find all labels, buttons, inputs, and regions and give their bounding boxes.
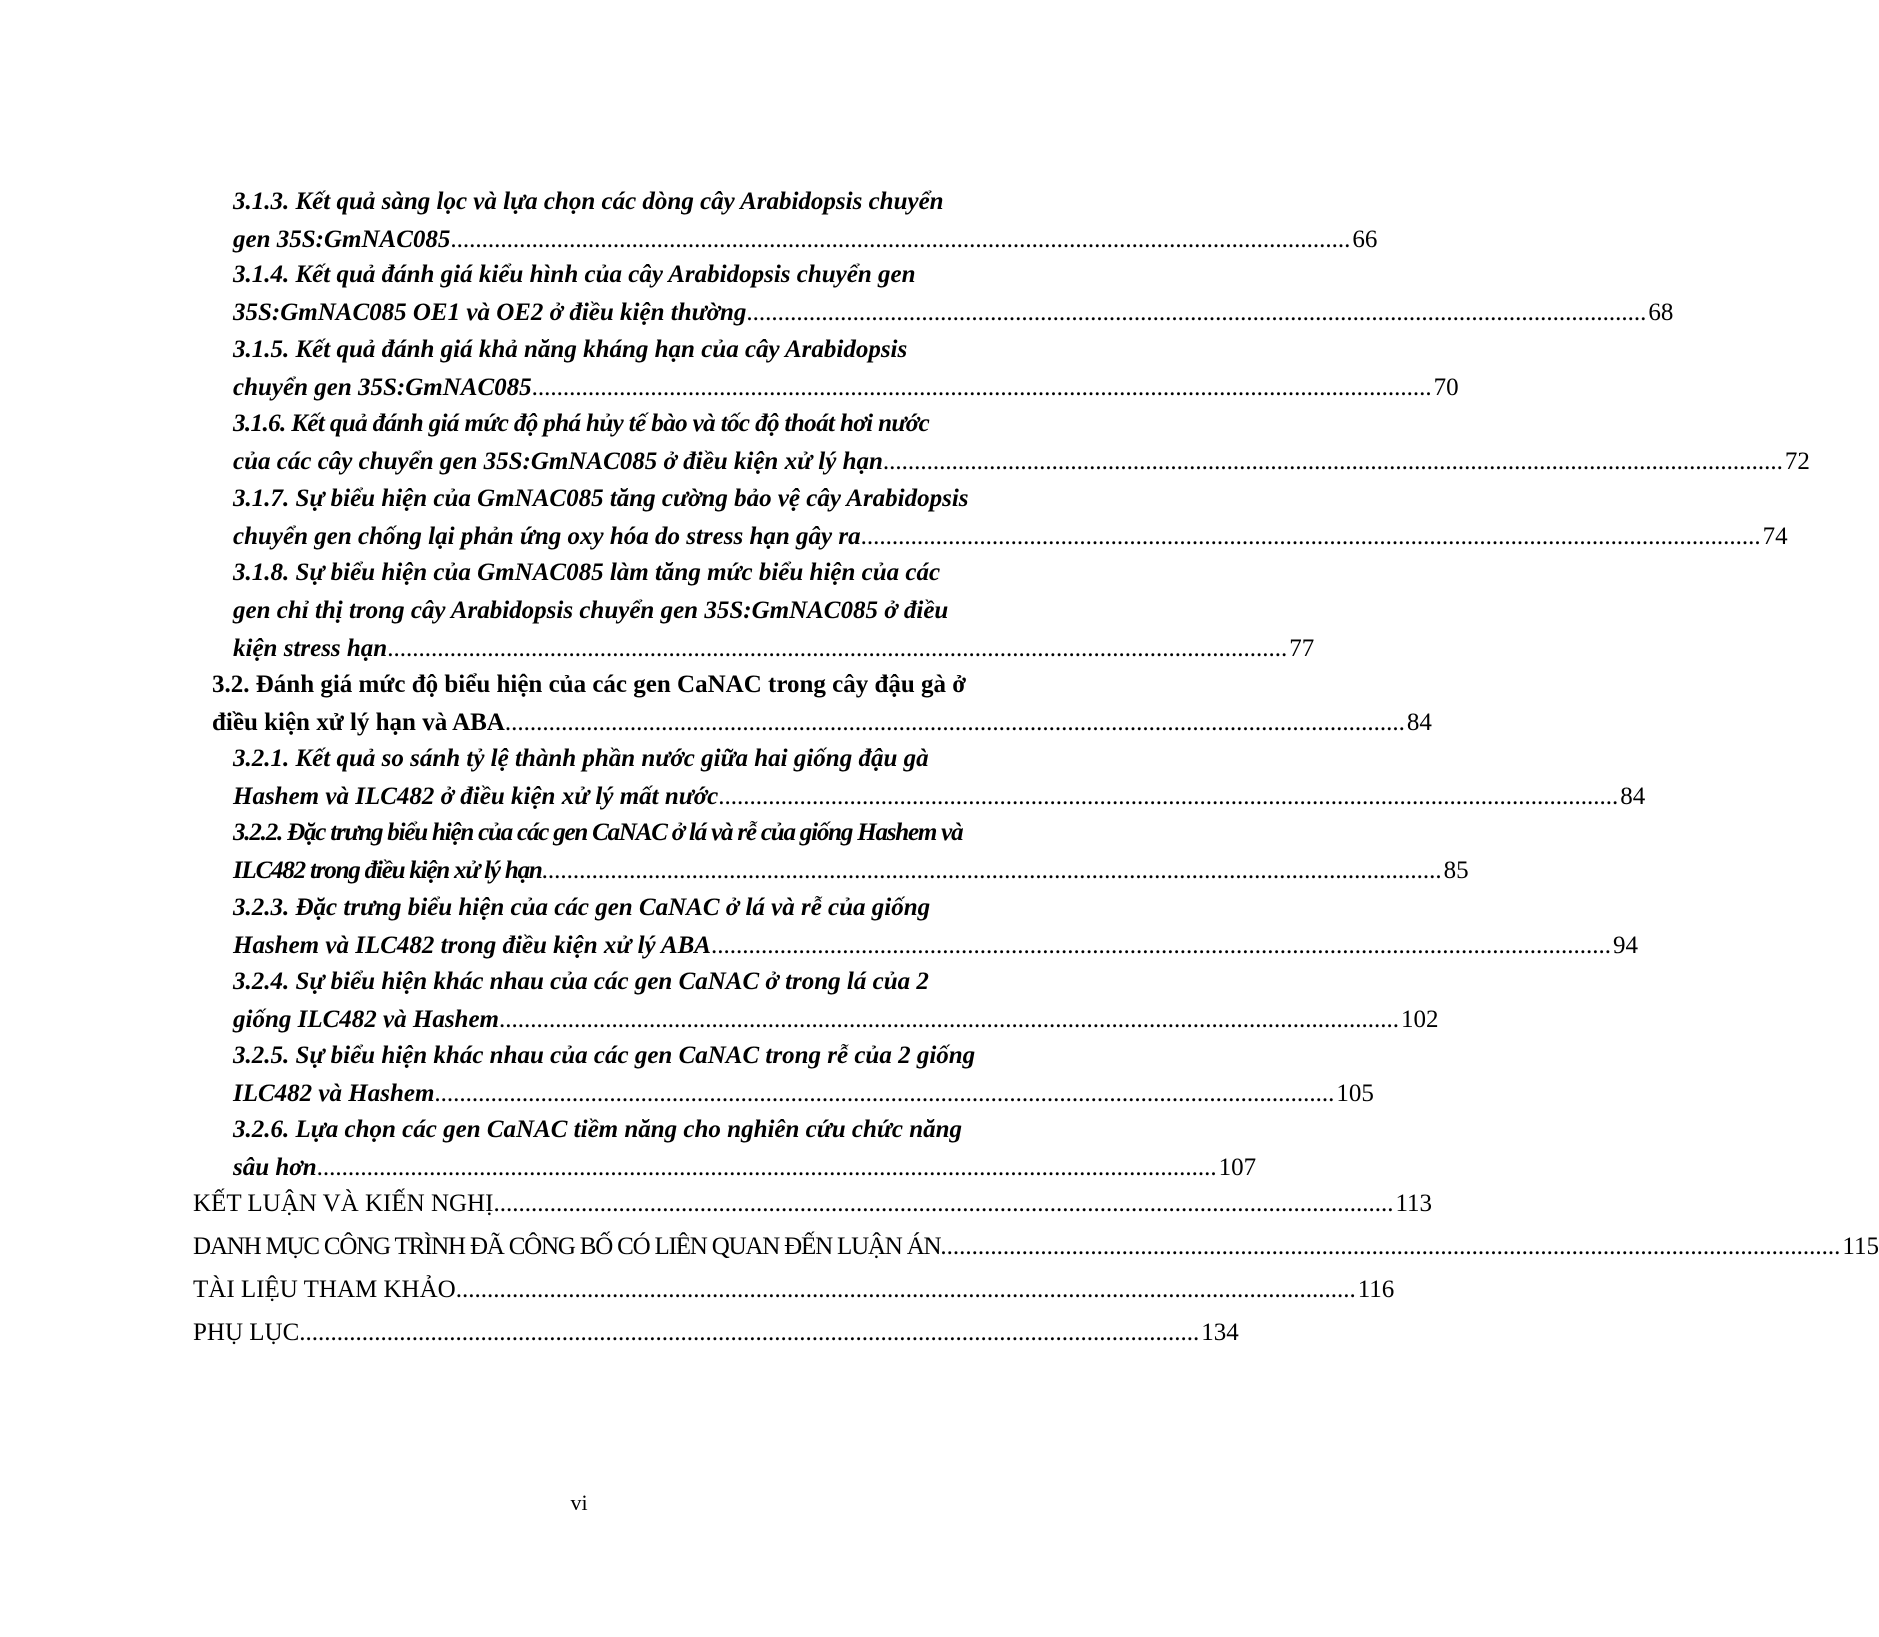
toc-entry-line: Hashem và ILC482 ở điều kiện xử lý mất nước bbox=[233, 783, 719, 810]
toc-entry-line: sâu hơn bbox=[233, 1154, 317, 1181]
toc-entry-3-1-8[interactable] bbox=[233, 554, 1315, 668]
toc-page-number: 115 bbox=[1842, 1233, 1879, 1260]
toc-entry-line: ILC482 và Hashem bbox=[233, 1080, 435, 1107]
dot-leader: ................................................................................................................................................ bbox=[541, 857, 1442, 884]
dot-leader: ................................................................................................................................................ bbox=[504, 709, 1405, 736]
toc-entry-line: 3.1.3. Kết quả sàng lọc và lựa chọn các dòng cây Arabidopsis chuyển bbox=[233, 188, 944, 215]
toc-page-number: 66 bbox=[1352, 226, 1378, 253]
toc-entry-line: 3.2.2. Đặc trưng biểu hiện của các gen CaNAC ở lá và rễ của giống Hashem và bbox=[233, 819, 963, 846]
toc-entry-3-2-3[interactable] bbox=[233, 889, 1638, 965]
toc-page-number: 74 bbox=[1762, 523, 1788, 550]
toc-entry-line: 3.2.5. Sự biểu hiện khác nhau của các gen CaNAC trong rễ của 2 giống bbox=[233, 1042, 976, 1069]
toc-entry-3-2-5[interactable] bbox=[233, 1037, 1374, 1113]
toc-page-number: 105 bbox=[1336, 1080, 1374, 1107]
toc-entry-danh-muc[interactable] bbox=[193, 1228, 1879, 1266]
dot-leader: ................................................................................................................................................ bbox=[316, 1154, 1217, 1181]
toc-page-number: 84 bbox=[1406, 709, 1432, 736]
toc-page-number: 77 bbox=[1289, 635, 1315, 662]
toc-page-number: 70 bbox=[1433, 374, 1459, 401]
toc-entry-tai-lieu[interactable] bbox=[193, 1271, 1395, 1309]
dot-leader: ................................................................................................................................................ bbox=[746, 299, 1647, 326]
toc-entry-line: 35S:GmNAC085 OE1 và OE2 ở điều kiện thường bbox=[233, 299, 747, 326]
toc-entry-line: 3.2. Đánh giá mức độ biểu hiện của các gen CaNAC trong cây đậu gà ở bbox=[212, 671, 967, 698]
toc-page-number: 84 bbox=[1620, 783, 1646, 810]
dot-leader: ................................................................................................................................................ bbox=[493, 1190, 1394, 1217]
toc-page-number: 85 bbox=[1443, 857, 1469, 884]
dot-leader: ................................................................................................................................................ bbox=[940, 1233, 1841, 1260]
toc-entry-line: của các cây chuyển gen 35S:GmNAC085 ở điều kiện xử lý hạn bbox=[233, 448, 883, 475]
toc-entry-line: PHỤ LỤC bbox=[193, 1319, 300, 1346]
toc-entry-line: 3.2.1. Kết quả so sánh tỷ lệ thành phần nước giữa hai giống đậu gà bbox=[233, 745, 929, 772]
toc-entry-line: 3.1.5. Kết quả đánh giá khả năng kháng hạn của cây Arabidopsis bbox=[233, 336, 908, 363]
toc-entry-3-1-3[interactable] bbox=[233, 183, 1378, 259]
toc-entry-line: 3.1.6. Kết quả đánh giá mức độ phá hủy tế bào và tốc độ thoát hơi nước bbox=[233, 410, 930, 437]
toc-page-number: 68 bbox=[1648, 299, 1674, 326]
dot-leader: ................................................................................................................................................ bbox=[531, 374, 1432, 401]
toc-entry-line: 3.2.3. Đặc trưng biểu hiện của các gen CaNAC ở lá và rễ của giống bbox=[233, 894, 931, 921]
toc-entry-3-1-5[interactable] bbox=[233, 331, 1459, 407]
dot-leader: ................................................................................................................................................ bbox=[882, 448, 1783, 475]
toc-entry-line: ILC482 trong điều kiện xử lý hạn bbox=[233, 857, 542, 884]
toc-entry-line: DANH MỤC CÔNG TRÌNH ĐÃ CÔNG BỐ CÓ LIÊN QUAN ĐẾN LUẬN ÁN bbox=[193, 1233, 941, 1260]
toc-entry-line: kiện stress hạn bbox=[233, 635, 388, 662]
toc-entry-line: 3.2.6. Lựa chọn các gen CaNAC tiềm năng cho nghiên cứu chức năng bbox=[233, 1116, 963, 1143]
toc-entry-line: gen 35S:GmNAC085 bbox=[233, 226, 451, 253]
toc-page-number: 94 bbox=[1612, 932, 1638, 959]
page-number: vi bbox=[570, 1490, 588, 1515]
toc-entry-3-1-7[interactable] bbox=[233, 480, 1788, 556]
toc-entry-line: 3.1.7. Sự biểu hiện của GmNAC085 tăng cường bảo vệ cây Arabidopsis bbox=[233, 485, 969, 512]
toc-entry-ket-luan[interactable] bbox=[193, 1185, 1433, 1223]
dot-leader: ................................................................................................................................................ bbox=[299, 1319, 1200, 1346]
toc-entry-line: 3.1.4. Kết quả đánh giá kiểu hình của cây Arabidopsis chuyển gen bbox=[233, 261, 916, 288]
toc-entry-line: gen chỉ thị trong cây Arabidopsis chuyển gen 35S:GmNAC085 ở điều bbox=[233, 597, 949, 624]
dot-leader: ................................................................................................................................................ bbox=[718, 783, 1619, 810]
dot-leader: ................................................................................................................................................ bbox=[860, 523, 1761, 550]
toc-entry-3-1-4[interactable] bbox=[233, 256, 1674, 332]
toc-entry-line: KẾT LUẬN VÀ KIẾN NGHỊ bbox=[193, 1190, 494, 1217]
toc-entry-line: Hashem và ILC482 trong điều kiện xử lý ABA bbox=[233, 932, 711, 959]
toc-entry-line: giống ILC482 và Hashem bbox=[233, 1006, 499, 1033]
toc-page-number: 107 bbox=[1218, 1154, 1257, 1181]
toc-entry-line: chuyển gen chống lại phản ứng oxy hóa do stress hạn gây ra bbox=[233, 523, 861, 550]
toc-page-number: 116 bbox=[1357, 1276, 1395, 1303]
toc-page-number: 134 bbox=[1201, 1319, 1239, 1346]
toc-page-number: 72 bbox=[1784, 448, 1810, 475]
dot-leader: ................................................................................................................................................ bbox=[434, 1080, 1335, 1107]
toc-entry-line: TÀI LIỆU THAM KHẢO bbox=[193, 1276, 456, 1303]
toc-page-number: 102 bbox=[1401, 1006, 1439, 1033]
toc-entry-3-1-6[interactable] bbox=[233, 405, 1810, 481]
toc-entry-3-2[interactable] bbox=[212, 666, 1432, 742]
toc-entry-line: 3.1.8. Sự biểu hiện của GmNAC085 làm tăng mức biểu hiện của các bbox=[233, 559, 941, 586]
toc-entry-line: chuyển gen 35S:GmNAC085 bbox=[233, 374, 532, 401]
dot-leader: ................................................................................................................................................ bbox=[387, 635, 1288, 662]
toc-entry-line: 3.2.4. Sự biểu hiện khác nhau của các gen CaNAC ở trong lá của 2 bbox=[233, 968, 929, 995]
toc-entry-phu-luc[interactable] bbox=[193, 1314, 1239, 1352]
toc-entry-3-2-6[interactable] bbox=[233, 1111, 1257, 1187]
toc-entry-3-2-2[interactable] bbox=[233, 814, 1469, 890]
toc-entry-line: điều kiện xử lý hạn và ABA bbox=[212, 709, 505, 736]
dot-leader: ................................................................................................................................................ bbox=[450, 226, 1351, 253]
dot-leader: ................................................................................................................................................ bbox=[455, 1276, 1356, 1303]
toc-page-number: 113 bbox=[1395, 1190, 1433, 1217]
toc-entry-3-2-4[interactable] bbox=[233, 963, 1439, 1039]
toc-entry-3-2-1[interactable] bbox=[233, 740, 1646, 816]
dot-leader: ................................................................................................................................................ bbox=[710, 932, 1611, 959]
dot-leader: ................................................................................................................................................ bbox=[499, 1006, 1399, 1033]
